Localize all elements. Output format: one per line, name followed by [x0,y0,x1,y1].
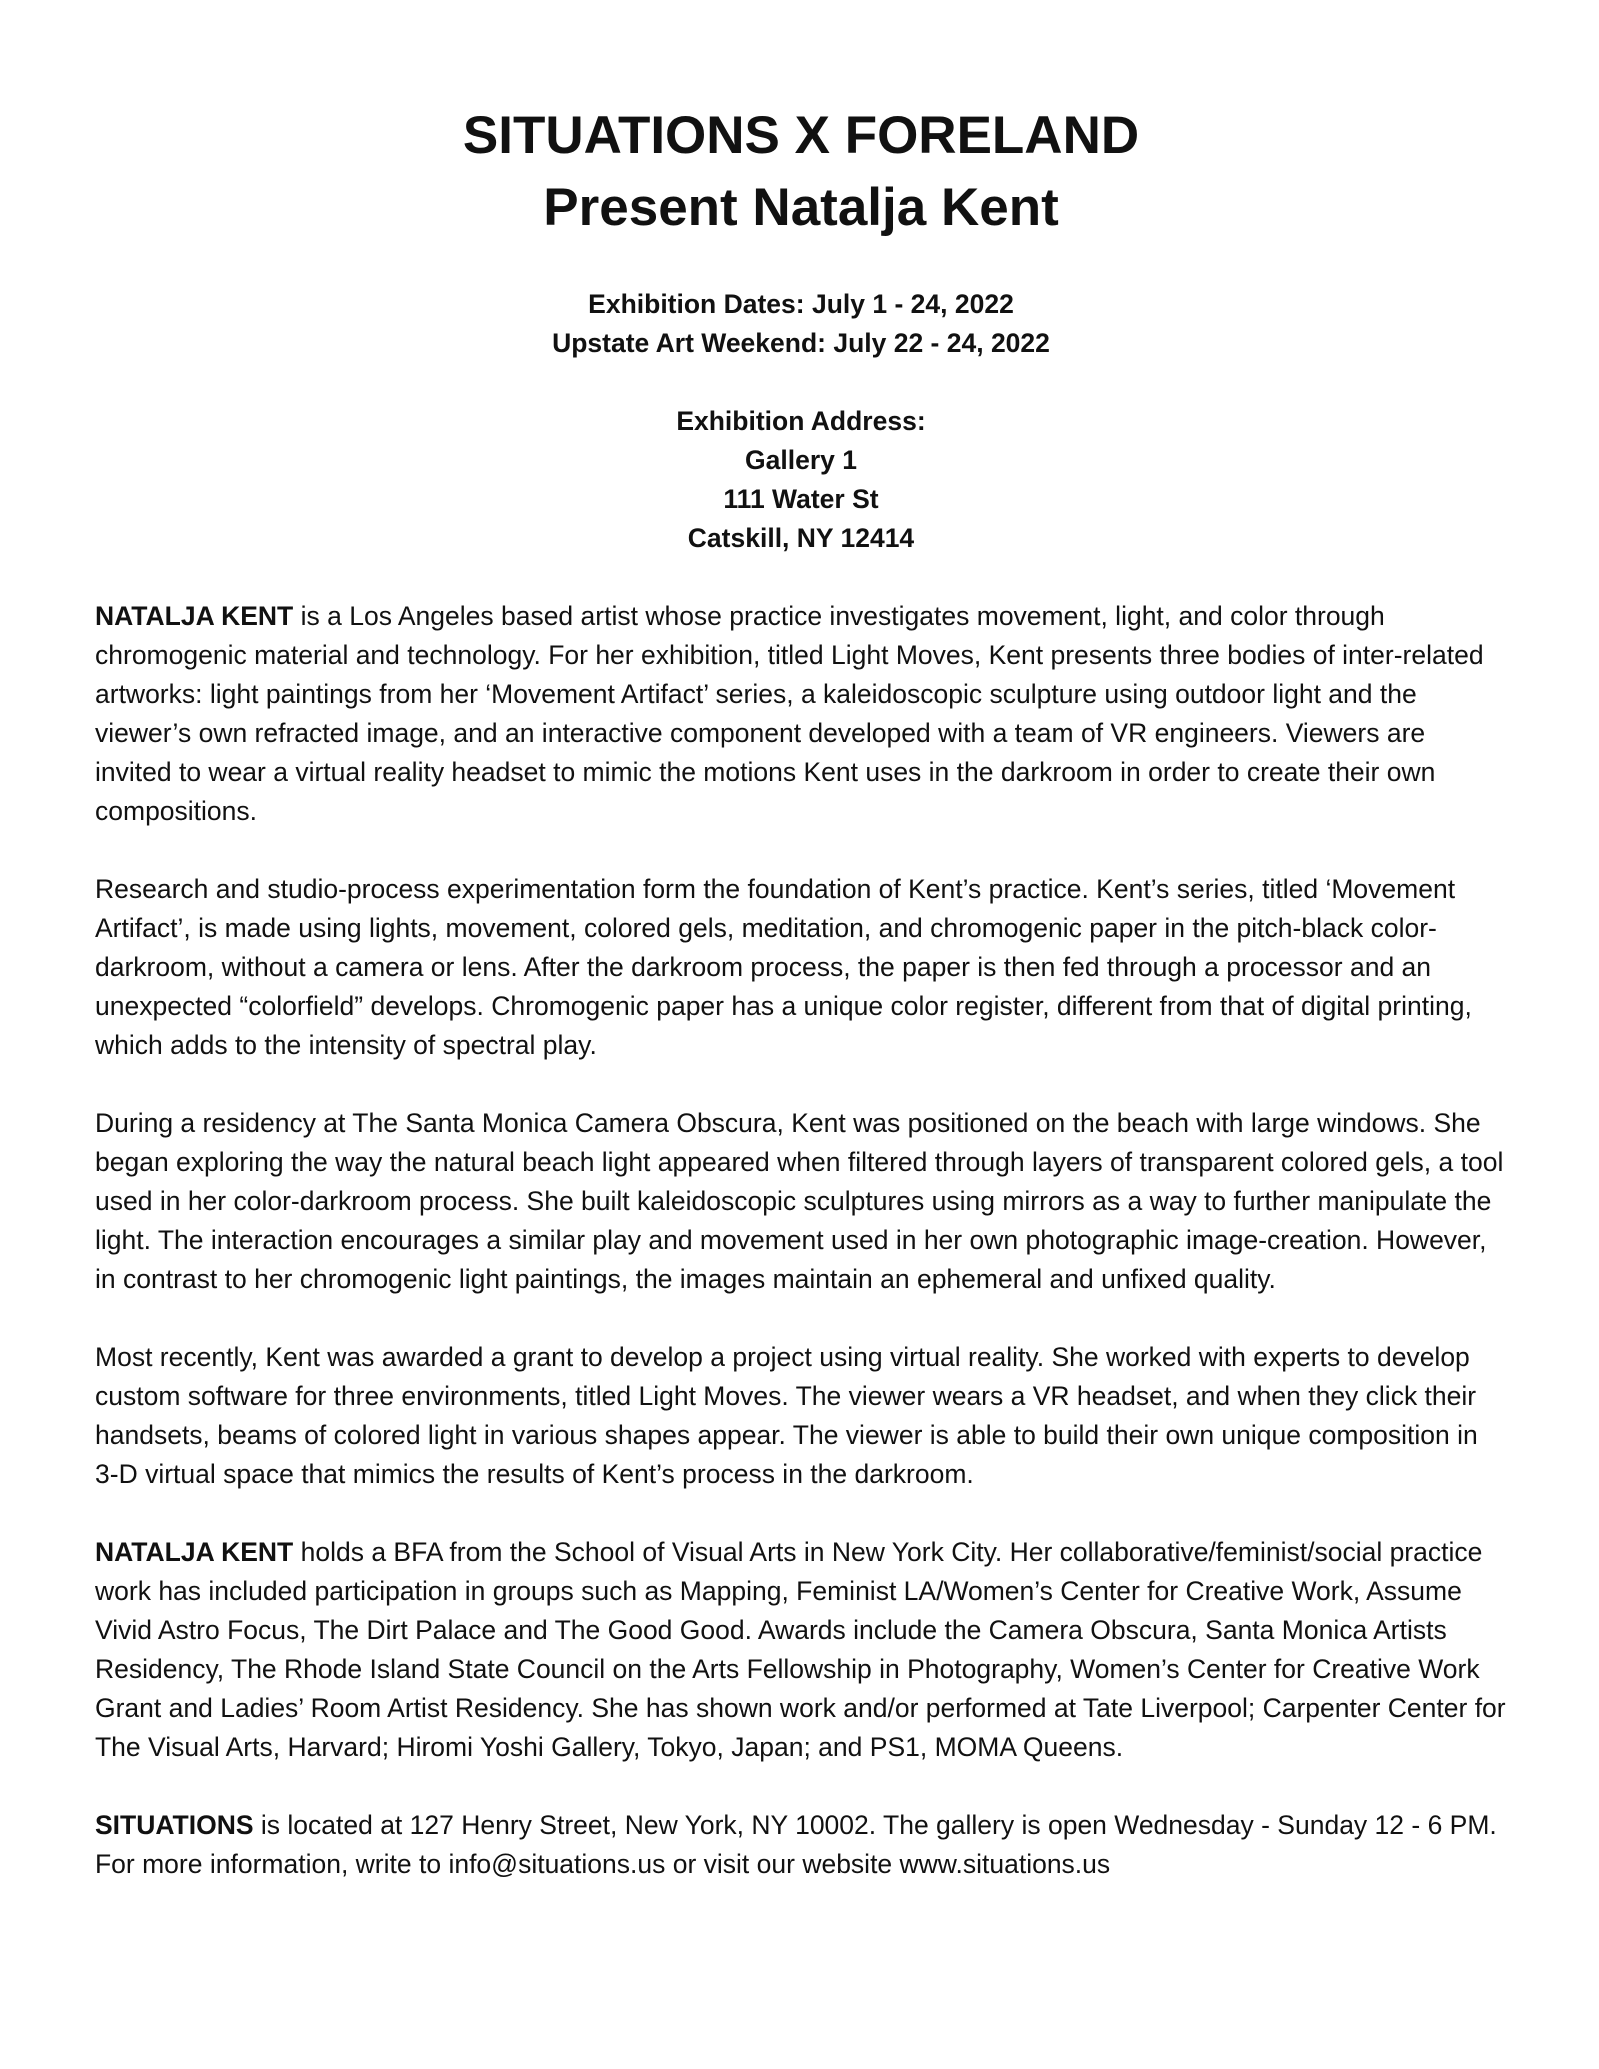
paragraph-gallery-info-text: is located at 127 Henry Street, New York, NY 10002. The gallery is open Wednesday - Sunday 12 - 6 PM. For more information, write to info@situations.us or visit our website www.situations.us [95,1810,1497,1879]
address-line-1: Gallery 1 [745,445,857,475]
upstate-art-weekend: Upstate Art Weekend: July 22 - 24, 2022 [552,328,1050,358]
spacer [95,244,1507,285]
artist-name-lead: NATALJA KENT [95,1537,294,1567]
address-line-3: Catskill, NY 12414 [687,523,915,553]
artist-name-lead: NATALJA KENT [95,601,294,631]
paragraph-gallery-info [95,1806,1507,1884]
address-line-2: 111 Water St [723,484,879,514]
paragraph-intro [95,597,1507,831]
address-label: Exhibition Address: [676,406,926,436]
spacer [95,558,1507,597]
title-line-2: Present Natalja Kent [543,178,1059,237]
paragraph-virtual-reality: Most recently, Kent was awarded a grant to develop a project using virtual reality. She worked with experts to develop custom software for three environments, titled Light Moves. The viewer wears a VR headset, and when they click their handsets, beams of colored light in various shapes appear. The viewer is able to build their own unique composition in 3-D virtual space that mimics the results of Kent’s process in the darkroom. [95,1342,1478,1489]
spacer [95,363,1507,402]
paragraph-research: Research and studio-process experimentation form the foundation of Kent’s practice. Kent’s series, titled ‘Movement Artifact’, is made using lights, movement, colored gels, meditation, and chromogenic paper in the pitch-black color-darkroom, without a camera or lens. After the darkroom process, the paper is then fed through a processor and an unexpected “colorfield” develops. Chromogenic paper has a unique color register, different from that of digital printing, which adds to the intensity of spectral play. [95,874,1472,1060]
exhibition-dates: Exhibition Dates: July 1 - 24, 2022 [588,289,1014,319]
press-release-page [95,100,1507,1923]
paragraph-intro-text: is a Los Angeles based artist whose practice investigates movement, light, and color through chromogenic material and technology. For her exhibition, titled Light Moves, Kent presents three bodies of inter-related artworks: light paintings from her ‘Movement Artifact’ series, a kaleidoscopic sculpture using outdoor light and the viewer’s own refracted image, and an interactive component developed with a team of VR engineers. Viewers are invited to wear a virtual reality headset to mimic the motions Kent uses in the darkroom in order to create their own compositions. [95,601,1484,826]
gallery-name-lead: SITUATIONS [95,1810,254,1840]
paragraph-bio [95,1533,1507,1767]
paragraph-residency: During a residency at The Santa Monica Camera Obscura, Kent was positioned on the beach with large windows. She began exploring the way the natural beach light appeared when filtered through layers of transparent colored gels, a tool used in her color-darkroom process. She built kaleidoscopic sculptures using mirrors as a way to further manipulate the light. The interaction encourages a similar play and movement used in her own photographic image-creation. However, in contrast to her chromogenic light paintings, the images maintain an ephemeral and unfixed quality. [95,1108,1504,1294]
paragraph-bio-text: holds a BFA from the School of Visual Arts in New York City. Her collaborative/feminist/social practice work has included participation in groups such as Mapping, Feminist LA/Women’s Center for Creative Work, Assume Vivid Astro Focus, The Dirt Palace and The Good Good. Awards include the Camera Obscura, Santa Monica Artists Residency, The Rhode Island State Council on the Arts Fellowship in Photography, Women’s Center for Creative Work Grant and Ladies’ Room Artist Residency. She has shown work and/or performed at Tate Liverpool; Carpenter Center for The Visual Arts, Harvard; Hiromi Yoshi Gallery, Tokyo, Japan; and PS1, MOMA Queens. [95,1537,1506,1762]
title-line-1: SITUATIONS X FORELAND [462,106,1140,165]
